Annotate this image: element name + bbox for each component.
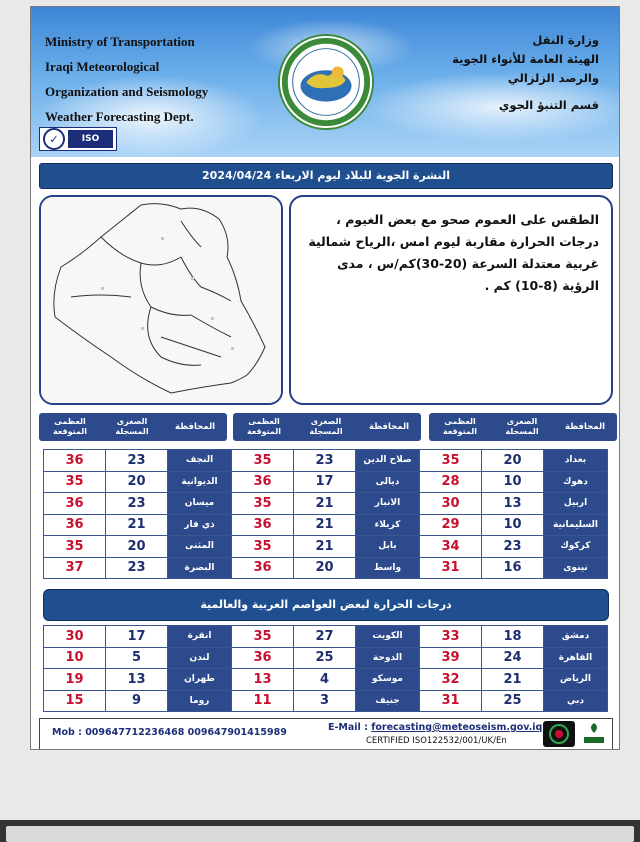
location-name: البصرة [168, 557, 232, 579]
ar-line-3: والرصد الزلزالي [507, 71, 599, 85]
certified-text: CERTIFIED ISO122532/001/UK/En [366, 736, 507, 746]
bottom-strip-inner [6, 826, 634, 842]
forecast-box [289, 195, 613, 405]
min-temp: 17 [294, 471, 356, 493]
max-temp: 34 [420, 536, 482, 558]
location-name: النجف [168, 450, 232, 472]
max-temp: 36 [232, 471, 294, 493]
max-temp: 39 [420, 647, 482, 669]
mobile-numbers: Mob : 009647712236468 009647901415989 [52, 727, 287, 738]
min-temp: 17 [106, 626, 168, 648]
table-row [44, 647, 608, 669]
max-temp: 36 [232, 557, 294, 579]
max-temp: 11 [232, 690, 294, 712]
en-line-4: Weather Forecasting Dept. [45, 109, 194, 124]
location-name: دمشق [544, 626, 608, 648]
location-name: كربلاء [356, 514, 420, 536]
iso-label: ISO [68, 130, 113, 148]
header-min: الصغرى المسجلة [309, 417, 343, 436]
location-name: بابل [356, 536, 420, 558]
email-label: E-Mail : [328, 722, 372, 733]
table-row [44, 471, 608, 493]
location-name: دهوك [544, 471, 608, 493]
location-name: الرياض [544, 669, 608, 691]
location-name: انقرة [168, 626, 232, 648]
ar-line-2: الهيئة العامة للأنواء الجوية [452, 52, 599, 66]
max-temp: 30 [420, 493, 482, 515]
location-name: واسط [356, 557, 420, 579]
english-header [45, 29, 208, 129]
table-row [44, 626, 608, 648]
email-link[interactable]: forecasting@meteoseism.gov.iq [371, 722, 543, 733]
location-name: لندن [168, 647, 232, 669]
min-temp: 25 [294, 647, 356, 669]
column-header-group-2 [233, 413, 421, 441]
min-temp: 9 [106, 690, 168, 712]
arabic-header [452, 31, 599, 115]
max-temp: 28 [420, 471, 482, 493]
location-name: موسكو [356, 669, 420, 691]
header-banner [31, 7, 619, 157]
max-temp: 10 [44, 647, 106, 669]
max-temp: 33 [420, 626, 482, 648]
email-line [328, 722, 542, 733]
max-temp: 35 [44, 536, 106, 558]
max-temp: 29 [420, 514, 482, 536]
location-name: ذي قار [168, 514, 232, 536]
header-province: المحافظة [564, 422, 606, 432]
location-name: نينوى [544, 557, 608, 579]
map-graphic-icon [41, 197, 281, 403]
ar-line-4: قسم التنبؤ الجوي [498, 98, 599, 112]
min-temp: 13 [482, 493, 544, 515]
max-temp: 36 [232, 647, 294, 669]
min-temp: 23 [106, 493, 168, 515]
max-temp: 35 [44, 471, 106, 493]
min-temp: 23 [106, 557, 168, 579]
column-header-group-3 [39, 413, 227, 441]
max-temp: 36 [44, 450, 106, 472]
location-name: السليمانية [544, 514, 608, 536]
min-temp: 10 [482, 514, 544, 536]
ar-line-1: وزارة النقل [532, 33, 599, 47]
min-temp: 21 [482, 669, 544, 691]
max-temp: 35 [420, 450, 482, 472]
min-temp: 5 [106, 647, 168, 669]
location-name: القاهرة [544, 647, 608, 669]
max-temp: 31 [420, 690, 482, 712]
min-temp: 20 [106, 536, 168, 558]
header-max: العظمى المتوقعة [443, 417, 477, 436]
min-temp: 20 [482, 450, 544, 472]
min-temp: 27 [294, 626, 356, 648]
header-max: العظمى المتوقعة [247, 417, 281, 436]
max-temp: 31 [420, 557, 482, 579]
max-temp: 37 [44, 557, 106, 579]
forecast-text: الطقس على العموم صحو مع بعض الغيوم ، درجات الحرارة مقاربة ليوم امس ،الرياح شمالية غربية معتدلة السرعة (20-30)كم/س ، مدى الرؤية (8-10) كم . [308, 212, 599, 293]
header-min: الصغرى المسجلة [115, 417, 149, 436]
bulletin-page [30, 6, 620, 750]
min-temp: 23 [294, 450, 356, 472]
iso-badge [39, 127, 117, 151]
max-temp: 19 [44, 669, 106, 691]
min-temp: 23 [106, 450, 168, 472]
en-line-2: Iraqi Meteorological [45, 59, 160, 74]
min-temp: 10 [482, 471, 544, 493]
table-row [44, 669, 608, 691]
min-temp: 21 [294, 493, 356, 515]
location-name: الدوحة [356, 647, 420, 669]
location-name: بغداد [544, 450, 608, 472]
max-temp: 36 [44, 493, 106, 515]
header-max: العظمى المتوقعة [53, 417, 87, 436]
location-name: جنيف [356, 690, 420, 712]
min-temp: 4 [294, 669, 356, 691]
min-temp: 23 [482, 536, 544, 558]
organization-logo-icon [277, 33, 375, 131]
column-header-group-1 [429, 413, 617, 441]
max-temp: 36 [232, 514, 294, 536]
max-temp: 13 [232, 669, 294, 691]
max-temp: 35 [232, 536, 294, 558]
table-row [44, 450, 608, 472]
max-temp: 15 [44, 690, 106, 712]
max-temp: 32 [420, 669, 482, 691]
check-icon: ✓ [43, 128, 65, 150]
location-name: ميسان [168, 493, 232, 515]
iraq-map [39, 195, 283, 405]
max-temp: 30 [44, 626, 106, 648]
max-temp: 36 [44, 514, 106, 536]
certification-logo-icon [543, 721, 575, 747]
bulletin-title: النشرة الجوية للبلاد ليوم الاربعاء 2024/04/24 [39, 163, 613, 189]
header-min: الصغرى المسجلة [505, 417, 539, 436]
min-temp: 16 [482, 557, 544, 579]
en-line-1: Ministry of Transportation [45, 34, 195, 49]
header-province: المحافظة [368, 422, 410, 432]
min-temp: 21 [294, 536, 356, 558]
location-name: ديالى [356, 471, 420, 493]
min-temp: 21 [294, 514, 356, 536]
min-temp: 20 [294, 557, 356, 579]
max-temp: 35 [232, 493, 294, 515]
location-name: كركوك [544, 536, 608, 558]
cities-title: درجات الحرارة لبعض العواصم العربية والعالمية [43, 589, 609, 621]
min-temp: 20 [106, 471, 168, 493]
table-row [44, 493, 608, 515]
header-province: المحافظة [174, 422, 216, 432]
location-name: روما [168, 690, 232, 712]
location-name: الديوانية [168, 471, 232, 493]
location-name: دبي [544, 690, 608, 712]
table-row [44, 557, 608, 579]
provinces-table [43, 449, 608, 579]
location-name: الانبار [356, 493, 420, 515]
cities-table [43, 625, 608, 712]
max-temp: 35 [232, 626, 294, 648]
table-row [44, 536, 608, 558]
location-name: طهران [168, 669, 232, 691]
min-temp: 25 [482, 690, 544, 712]
en-line-3: Organization and Seismology [45, 84, 209, 99]
min-temp: 13 [106, 669, 168, 691]
location-name: صلاح الدين [356, 450, 420, 472]
min-temp: 24 [482, 647, 544, 669]
min-temp: 21 [106, 514, 168, 536]
min-temp: 18 [482, 626, 544, 648]
table-row [44, 690, 608, 712]
table-row [44, 514, 608, 536]
max-temp: 35 [232, 450, 294, 472]
min-temp: 3 [294, 690, 356, 712]
ukas-logo-icon [580, 721, 608, 747]
location-name: اربيل [544, 493, 608, 515]
location-name: الكويت [356, 626, 420, 648]
location-name: المثنى [168, 536, 232, 558]
footer [39, 718, 613, 750]
